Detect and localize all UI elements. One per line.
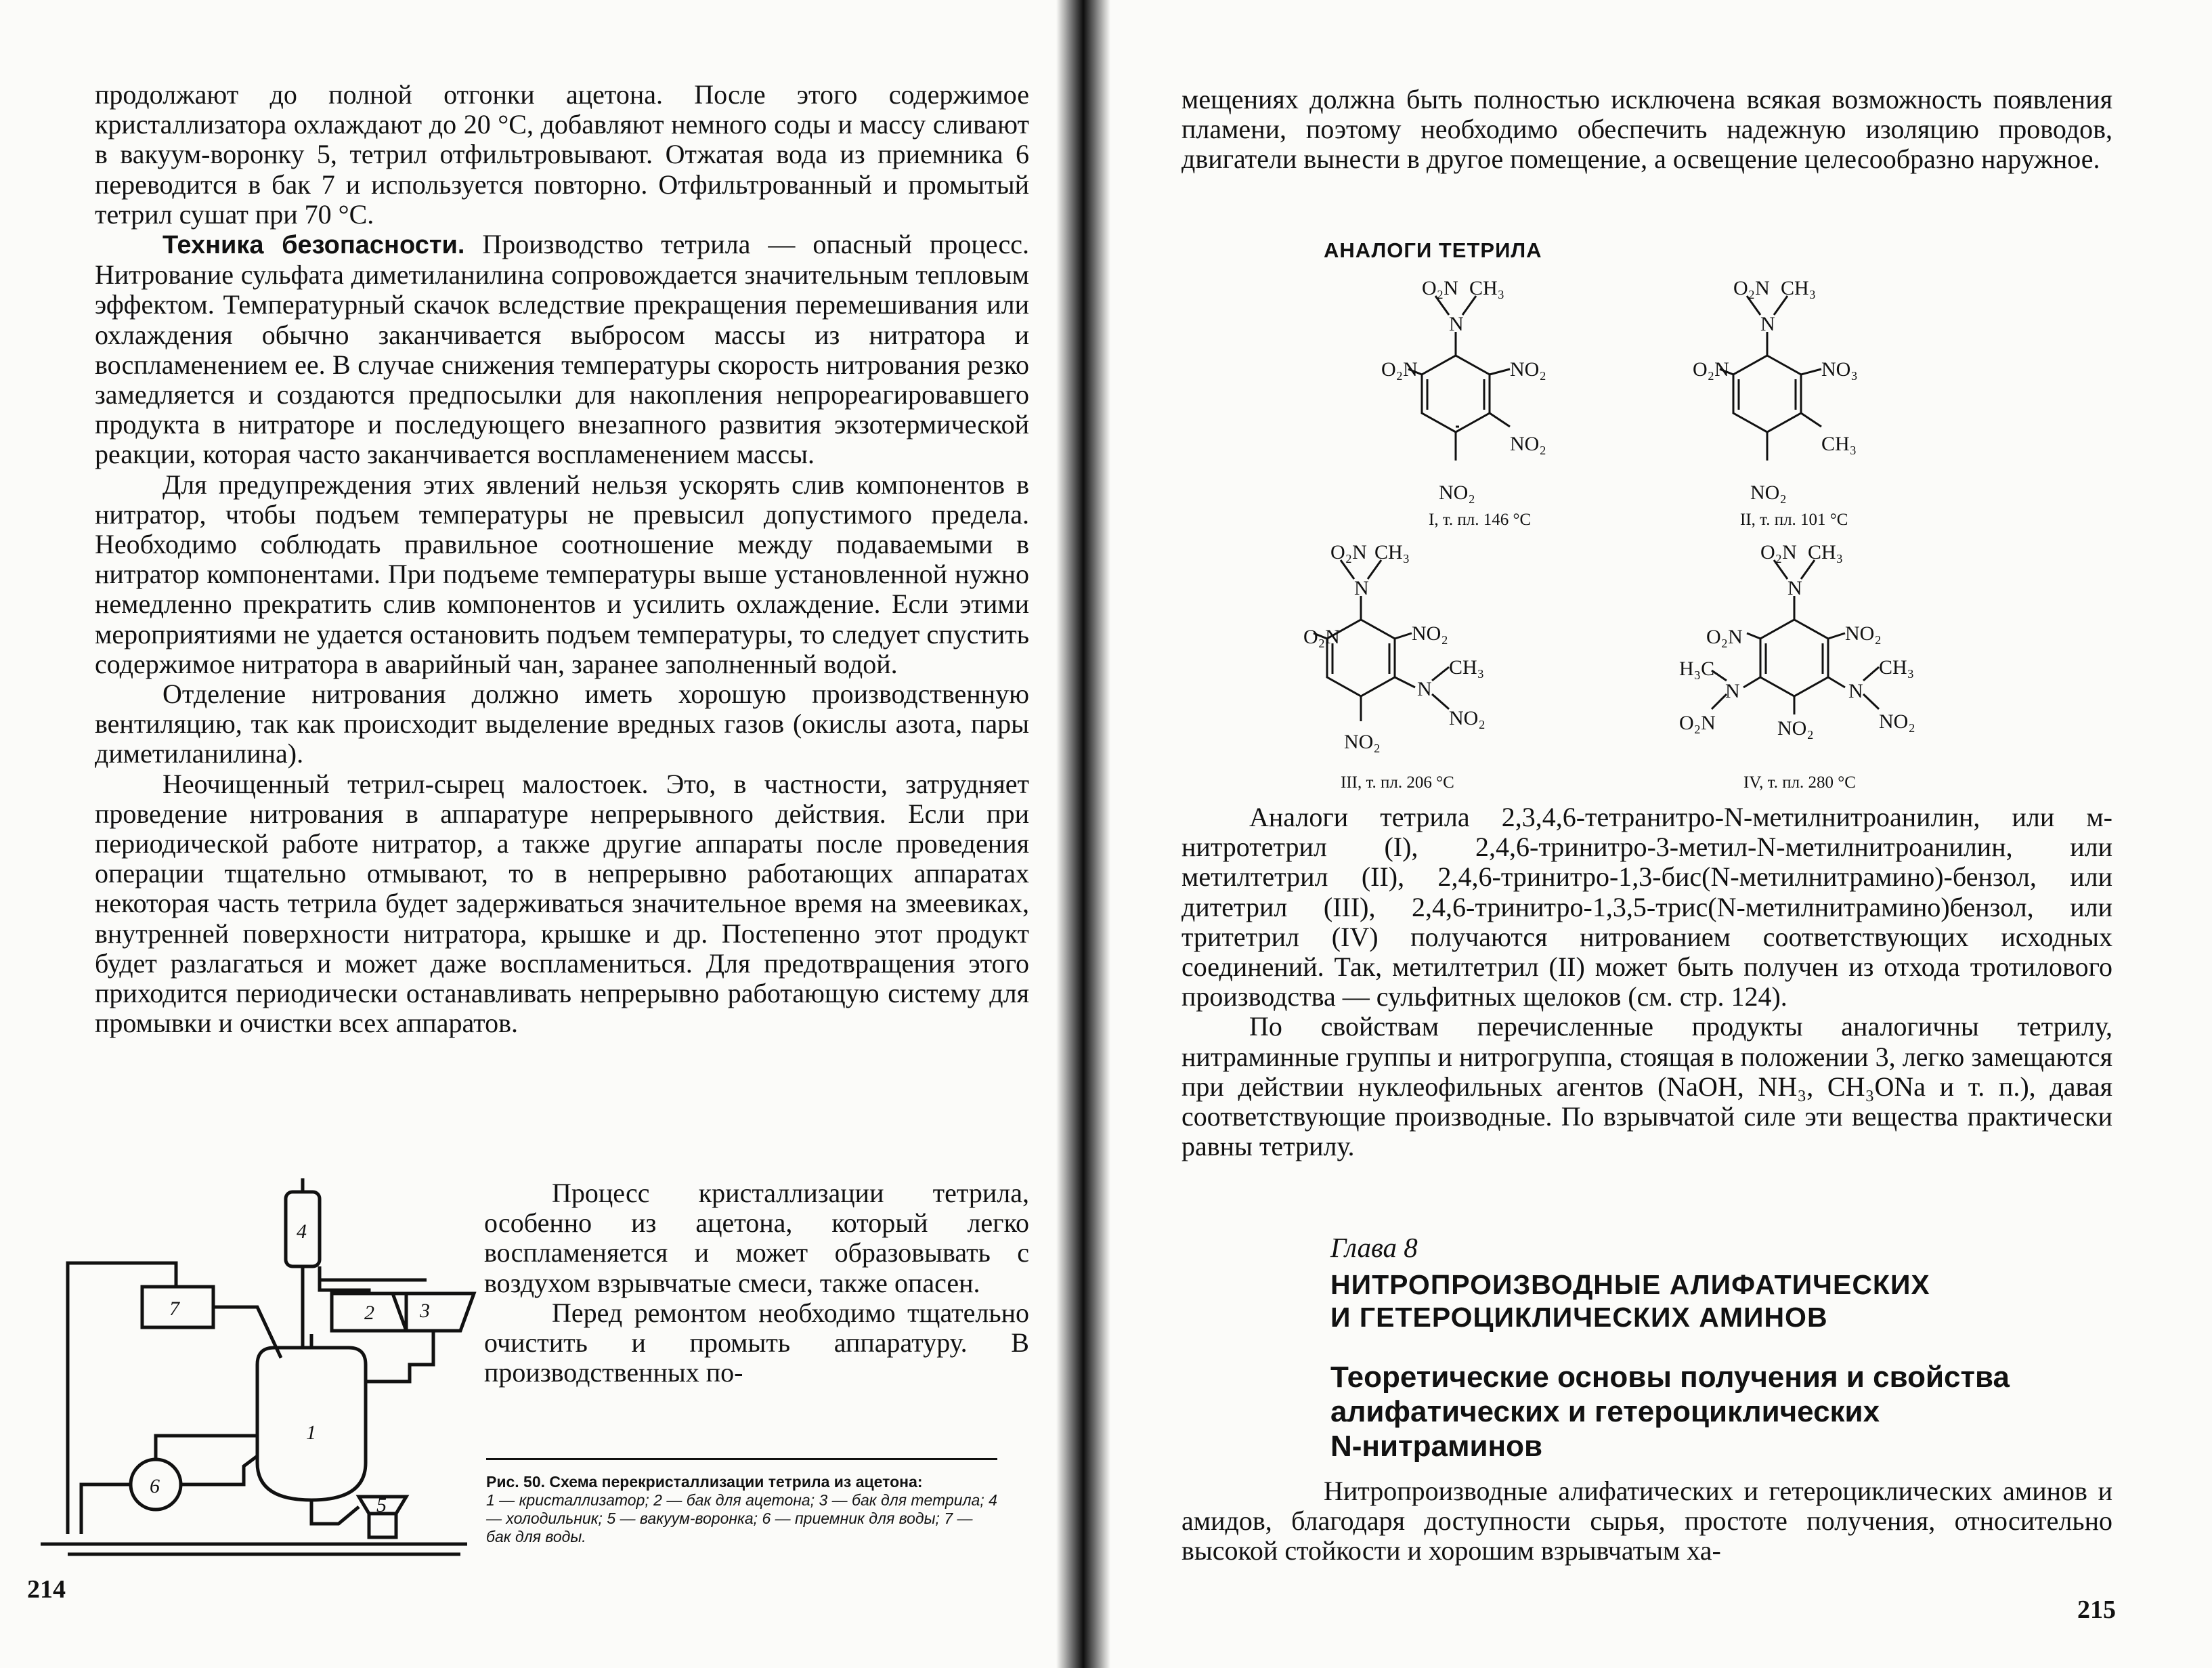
chem-label: N — [1354, 577, 1369, 599]
chem-label: CH₃ — [1821, 433, 1857, 455]
label-6: 6 — [150, 1475, 160, 1497]
right-mid-text — [1181, 803, 2112, 1161]
structure-caption: IV, т. пл. 280 °C — [1743, 773, 1856, 792]
paragraph: Нитропроизводные алифатических и гетероциклических аминов и амидов, благодаря доступности сырья, простоте получения, относительно высокой стойкости и хорошим взрывчатым ха- — [1181, 1476, 2112, 1566]
chem-label: NO₃ — [1821, 358, 1858, 381]
paragraph: продолжают до полной отгонки ацетона. После этого содержимое кристаллизатора охлаждают до 20 °C, добавляют немного соды и массу сливают в вакуум-воронку 5, тетрил отфильтровывают. Отжатая вода из приемника 6 переводится в бак 7 и используется повторно. Отфильтрованный и промытый тетрил сушат при 70 °C. — [95, 79, 1029, 230]
paragraph: Перед ремонтом необходимо тщательно очистить и промыть аппаратуру. В производственных по- — [484, 1297, 1029, 1388]
chem-label: CH₃ — [1879, 656, 1915, 679]
paragraph: мещениях должна быть полностью исключена всякая возможность появления пламени, поэтому необходимо обеспечить надежную изоляцию проводов, двигатели вынести в другое помещение, а освещение целесообразно наружное. — [1181, 84, 2112, 175]
safety-paragraph — [95, 230, 1029, 470]
chem-label: N — [1787, 577, 1802, 599]
chem-label: N — [1449, 313, 1464, 335]
label-2: 2 — [364, 1302, 374, 1324]
chem-label: NO₂ — [1510, 433, 1546, 455]
chem-label: NO₂ — [1344, 731, 1381, 753]
chem-label: O₂N — [1679, 712, 1716, 734]
crystallization-scheme-diagram — [41, 1178, 487, 1558]
chem-label: CH₃ — [1781, 277, 1817, 299]
chem-label: O₂N — [1330, 541, 1367, 563]
left-wrap-text — [484, 1178, 1029, 1388]
analogs-title: АНАЛОГИ ТЕТРИЛА — [1324, 238, 1542, 262]
chem-label: O₂N — [1303, 626, 1340, 648]
structure-IV — [1679, 532, 1991, 799]
chem-label: O₂N — [1693, 358, 1729, 381]
chem-label: NO₂ — [1412, 622, 1448, 645]
chem-label: NO₂ — [1845, 622, 1882, 645]
chem-label: NO₂ — [1510, 358, 1546, 381]
paragraph: Процесс кристаллизации тетрила, особенно из ацетона, который легко воспламеняется и может образовывать с воздухом взрывчатые смеси, также опасен. — [484, 1178, 1029, 1298]
section-title-line: алифатических и гетероциклических — [1330, 1395, 1880, 1428]
caption-title: Рис. 50. Схема перекристаллизации тетрила из ацетона: — [486, 1473, 923, 1491]
chem-label: N — [1848, 680, 1863, 702]
chem-label: NO₂ — [1777, 717, 1814, 740]
chem-label: O₂N — [1760, 541, 1797, 563]
book-gutter — [1056, 0, 1110, 1668]
safety-heading: Техника безопасности. — [162, 231, 465, 260]
safety-text: Производство тетрила — опасный процесс. Нитрование сульфата диметиланилина сопровождается значительным тепловым эффектом. Температурный скачок вследствие прекращения перемешивания или охлаждения обычно заканчивается выбросом массы из нитратора и воспламенением ее. В случае снижения температуры скорость нитрования резко замедляется и создаются предпосылки для накопления непрореагировавшего продукта в нитраторе и последующего внезапного развития экзотермической реакции, которая часто заканчивается воспламенением массы. — [95, 229, 1030, 470]
last-paragraph — [1181, 1476, 2112, 1566]
page-number-left: 214 — [27, 1575, 66, 1604]
structure-I — [1381, 268, 1605, 535]
paragraph: По свойствам перечисленные продукты аналогичны тетрилу, нитраминные группы и нитрогруппа, стоящая в положении 3, легко замещаются при действии нуклеофильных агентов (NaOH, NH₃, CH₃ONa и т. п.), давая соответствующие производные. По взрывчатой силе эти вещества практически равны тетрилу. — [1181, 1011, 2112, 1162]
paragraph: Аналоги тетрила 2,3,4,6-тетранитро-N-метилнитроанилин, или м-нитротетрил (I), 2,4,6-тринитро-3-метил-N-метилнитроанилин, или метилтетрил (II), 2,4,6-тринитро-1,3-бис(N-метилнитрамино)-бензол, или дитетрил (III), 2,4,6-тринитро-1,3,5-трис(N-метилнитрамино)бензол, или тритетрил (IV) получаются нитрованием соответствующих исходных соединений. Так, метилтетрил (II) может быть получен из отхода тротилового производства — сульфитных щелоков (см. стр. 124). — [1181, 802, 2112, 1012]
chem-label: NO₂ — [1879, 710, 1915, 733]
structure-II — [1693, 268, 1916, 535]
chem-label: CH₃ — [1449, 656, 1485, 679]
paragraph: Для предупреждения этих явлений нельзя ускорять слив компонентов в нитратор, чтобы подъем температуры не превысил допустимого предела. Необходимо соблюдать правильное соотношение между подаваемыми в нитратор компонентами. При подъеме температуры выше установленной нужно немедленно прекратить слив компонентов и усилить охлаждение. Если этими мероприятиями не удается остановить подъем температуры, то следует спустить содержимое нитратора в аварийный чан, заранее заполненный водой. — [95, 469, 1029, 679]
chem-label: N — [1417, 678, 1432, 700]
structure-III — [1303, 532, 1595, 799]
right-top-text — [1181, 85, 2112, 175]
caption-rule — [486, 1458, 997, 1460]
page-number-right: 215 — [2077, 1596, 2116, 1624]
chem-label: NO₂ — [1449, 707, 1485, 729]
chapter-label: Глава 8 — [1330, 1232, 1418, 1263]
paragraph: Отделение нитрования должно иметь хорошую производственную вентиляцию, так как происходит выделение вредных газов (окислы азота, пары диметиланилина). — [95, 679, 1029, 769]
chem-label: O₂N — [1422, 277, 1458, 299]
caption-body: 1 — кристаллизатор; 2 — бак для ацетона; 3 — бак для тетрила; 4 — холодильник; 5 — вакуум-воронка; 6 — приемник для воды; 7 — бак для воды. — [486, 1491, 997, 1545]
chem-label: CH₃ — [1808, 541, 1844, 563]
chem-label: NO₂ — [1439, 482, 1475, 504]
chem-label: H₃C — [1679, 658, 1715, 680]
chem-label: CH₃ — [1469, 277, 1505, 299]
label-4: 4 — [297, 1220, 307, 1243]
section-title-line: N-нитраминов — [1330, 1430, 1543, 1463]
structure-caption: III, т. пл. 206 °C — [1341, 773, 1454, 792]
label-5: 5 — [376, 1494, 387, 1516]
left-main-text — [95, 80, 1029, 1039]
structure-caption: II, т. пл. 101 °C — [1740, 511, 1848, 529]
chapter-title-line: И ГЕТЕРОЦИКЛИЧЕСКИХ АМИНОВ — [1330, 1302, 1828, 1333]
paragraph: Неочищенный тетрил-сырец малостоек. Это, в частности, затрудняет проведение нитрования в аппаратуре непрерывного действия. Если при периодической работе нитратор, а также другие аппараты после проведения операции тщательно отмывают, то в непрерывно работающих аппаратах некоторая часть тетрила будет задерживаться значительное время на змеевиках, внутренней поверхности нитратора, крышке и др. Постепенно этот продукт будет разлагаться и может даже воспламениться. Для предотвращения этого приходится периодически останавливать непрерывно работающую систему для промывки и очистки всех аппаратов. — [95, 768, 1029, 1039]
chapter-title — [1330, 1268, 1930, 1333]
label-1: 1 — [306, 1421, 316, 1444]
chem-label: O₂N — [1733, 277, 1770, 299]
chem-label: NO₂ — [1750, 482, 1787, 504]
chem-label: N — [1725, 680, 1740, 702]
structure-caption: I, т. пл. 146 °C — [1429, 511, 1532, 529]
chem-label: O₂N — [1381, 358, 1418, 381]
label-7: 7 — [169, 1298, 179, 1320]
section-title-line: Теоретические основы получения и свойства — [1330, 1361, 2010, 1394]
section-title — [1330, 1360, 2010, 1463]
figure-caption — [486, 1473, 997, 1546]
chapter-title-line: НИТРОПРОИЗВОДНЫЕ АЛИФАТИЧЕСКИХ — [1330, 1269, 1930, 1300]
chem-label: N — [1760, 313, 1775, 335]
chem-label: CH₃ — [1374, 541, 1410, 563]
label-3: 3 — [420, 1300, 430, 1322]
chem-label: O₂N — [1706, 626, 1743, 648]
